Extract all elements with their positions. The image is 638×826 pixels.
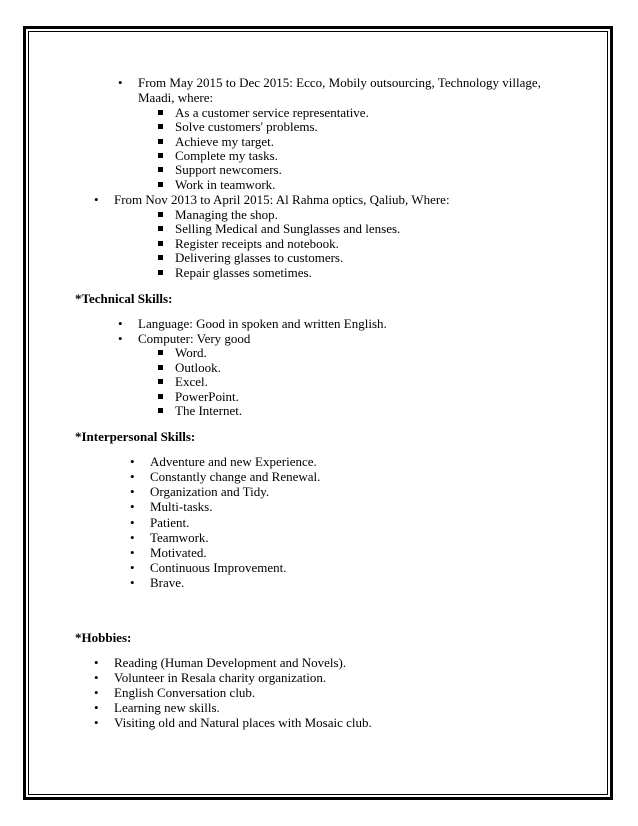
duty-item: Selling Medical and Sunglasses and lenses. — [175, 221, 401, 236]
interpersonal-item: • Organization and Tidy. — [150, 484, 269, 499]
interpersonal-item: • Brave. — [150, 575, 184, 590]
duty-item: Achieve my target. — [175, 134, 275, 149]
interpersonal-item: • Motivated. — [150, 545, 207, 560]
duty-item: Work in teamwork. — [175, 177, 276, 192]
interpersonal-item: • Multi-tasks. — [150, 499, 212, 514]
interpersonal-item: • Adventure and new Experience. — [150, 454, 317, 469]
hobby-item: • English Conversation club. — [114, 685, 255, 700]
skill-item: • Computer: Very good — [138, 331, 250, 346]
app-item: PowerPoint. — [175, 389, 239, 404]
duty-item: Repair glasses sometimes. — [175, 265, 312, 280]
hobby-item: • Reading (Human Development and Novels). — [114, 655, 346, 670]
hobby-item: • Visiting old and Natural places with Mosaic club. — [114, 715, 372, 730]
app-item: Word. — [175, 345, 207, 360]
app-item: Outlook. — [175, 360, 221, 375]
job-entry-continued: Maadi, where: — [138, 90, 214, 105]
duty-item: Support newcomers. — [175, 162, 282, 177]
job-entry: • From May 2015 to Dec 2015: Ecco, Mobily outsourcing, Technology village, — [138, 75, 541, 90]
duty-item: Complete my tasks. — [175, 148, 278, 163]
duty-item: Delivering glasses to customers. — [175, 250, 344, 265]
hobby-item: • Learning new skills. — [114, 700, 220, 715]
skill-item: • Language: Good in spoken and written English. — [138, 316, 387, 331]
duty-item: Solve customers' problems. — [175, 119, 318, 134]
interpersonal-item: • Continuous Improvement. — [150, 560, 287, 575]
app-item: The Internet. — [175, 403, 243, 418]
duty-item: Register receipts and notebook. — [175, 236, 339, 251]
interpersonal-item: • Constantly change and Renewal. — [150, 469, 320, 484]
duty-item: Managing the shop. — [175, 207, 278, 222]
section-heading-technical: *Technical Skills: — [75, 291, 173, 306]
section-heading-interpersonal: *Interpersonal Skills: — [75, 429, 196, 444]
duty-item: As a customer service representative. — [175, 105, 369, 120]
interpersonal-item: • Patient. — [150, 515, 189, 530]
section-heading-hobbies: *Hobbies: — [75, 630, 132, 645]
hobby-item: • Volunteer in Resala charity organization. — [114, 670, 326, 685]
app-item: Excel. — [175, 374, 208, 389]
job-entry: • From Nov 2013 to April 2015: Al Rahma optics, Qaliub, Where: — [114, 192, 450, 207]
interpersonal-item: • Teamwork. — [150, 530, 209, 545]
